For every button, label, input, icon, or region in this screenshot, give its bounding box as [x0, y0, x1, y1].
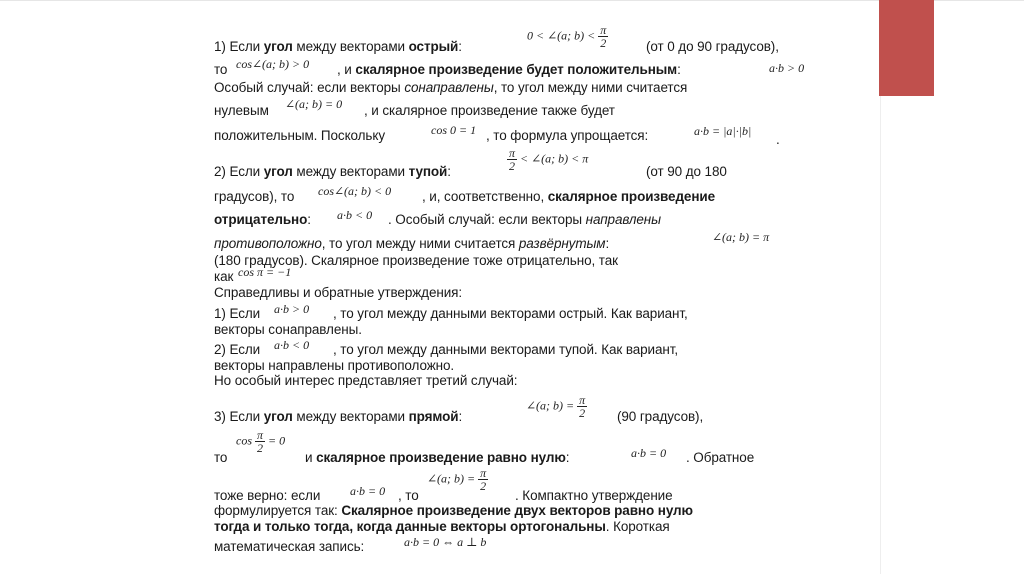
numerator: π: [509, 146, 516, 160]
line-9: [214, 236, 609, 252]
text: между векторами: [292, 39, 409, 54]
text-bold: отрицательно: [214, 212, 308, 227]
formula-text: = 0: [268, 433, 286, 448]
denominator: 2: [480, 479, 487, 493]
numerator: π: [579, 393, 586, 407]
formula-text: ∠(a; b) =: [526, 398, 575, 413]
text-bold: скалярное произведение равно нулю: [316, 450, 566, 465]
numerator: π: [600, 23, 607, 37]
formula-text: ∠(a; b) =: [427, 471, 476, 486]
denominator: 2: [257, 441, 263, 455]
numerator: π: [480, 466, 487, 480]
text-italic: сонаправлены: [404, 80, 494, 95]
line-4-start: нулевым: [214, 103, 269, 118]
text-italic: противоположно: [214, 236, 322, 251]
text-bold: угол: [263, 39, 293, 54]
formula-dot-zero: a·b = 0: [631, 446, 667, 460]
line-20-start: тоже верно: если: [214, 488, 321, 503]
numerator: π: [257, 428, 264, 442]
text: . Короткая: [605, 519, 670, 534]
line-20-tail: . Компактно утверждение: [515, 488, 673, 503]
line-13: , то угол между данными векторами острый. Как вариант,: [333, 306, 688, 321]
line-8: [388, 212, 661, 228]
line-22: [214, 519, 670, 535]
fraction-pi-2: [255, 429, 265, 454]
text-bold: угол: [263, 164, 293, 179]
slide-divider: [880, 96, 881, 574]
line-19-tail: . Обратное: [686, 450, 755, 465]
line-18: [214, 409, 462, 425]
text: между векторами: [292, 409, 409, 424]
formula-text: < ∠(a; b) < π: [520, 151, 589, 166]
formula-text: 0 < ∠(a; b) <: [527, 28, 596, 43]
formula-angle-pi: ∠(a; b) = π: [712, 230, 770, 244]
line-3: [214, 80, 687, 96]
text: :: [447, 164, 451, 179]
text: , то угол между ними считается: [321, 236, 519, 251]
line-6-tail: (от 90 до 180: [646, 164, 727, 179]
line-8-start: [214, 212, 311, 228]
formula-text: cos: [236, 433, 252, 448]
formula-angle-obtuse: [507, 147, 588, 172]
text-bold: тогда и только тогда, когда данные векторы ортогональны: [214, 519, 606, 534]
formula-cos-zero: cos 0 = 1: [431, 123, 477, 137]
line-23-start: математическая запись:: [214, 539, 365, 554]
line-2-start: то: [214, 62, 228, 77]
formula-dot-abs: a·b = |a|·|b|: [694, 124, 752, 138]
line-7-start: градусов), то: [214, 189, 295, 204]
fraction-pi-2: [478, 467, 488, 492]
text: :: [565, 450, 570, 465]
fraction-pi-2: [577, 394, 587, 419]
formula-dot-zero-2: a·b = 0: [350, 484, 386, 498]
fraction-pi-2: [507, 147, 517, 172]
line-5-end: .: [776, 132, 780, 147]
text: :: [307, 212, 311, 227]
denominator: 2: [600, 36, 607, 50]
line-16: векторы направлены противоположно.: [214, 358, 455, 373]
line-2: [337, 62, 681, 78]
formula-dot-negative-2: a·b < 0: [274, 338, 310, 352]
line-18-tail: (90 градусов),: [617, 409, 704, 424]
text: Особый случай: если векторы: [214, 80, 405, 95]
text: , и: [337, 62, 356, 77]
line-21: [214, 503, 693, 519]
text: :: [605, 236, 610, 251]
formula-cos-positive: cos∠(a; b) > 0: [236, 57, 310, 71]
formula-cos-right: [236, 429, 285, 454]
decorative-red-tab: [879, 0, 934, 96]
formula-dot-positive-2: a·b > 0: [274, 302, 310, 316]
formula-angle-zero: ∠(a; b) = 0: [285, 97, 343, 111]
text: 2) Если: [214, 164, 264, 179]
denominator: 2: [579, 406, 586, 420]
text: между векторами: [292, 164, 409, 179]
line-5-start: положительным. Поскольку: [214, 128, 385, 143]
line-19: [305, 450, 569, 466]
line-11-start: как: [214, 269, 234, 284]
text-bold: прямой: [408, 409, 459, 424]
formula-dot-positive: a·b > 0: [769, 61, 805, 75]
text: :: [677, 62, 681, 77]
line-10: (180 градусов). Скалярное произведение тоже отрицательно, так: [214, 253, 618, 268]
formula-dot-negative: a·b < 0: [337, 208, 373, 222]
line-17: Но особый интерес представляет третий случай:: [214, 373, 518, 388]
text: :: [458, 39, 462, 54]
formula-angle-right-2: [427, 467, 488, 492]
formula-cos-negative: cos∠(a; b) < 0: [318, 184, 392, 198]
text: и: [305, 450, 317, 465]
text-italic: развёрнутым: [518, 236, 606, 251]
line-14: векторы сонаправлены.: [214, 322, 362, 337]
formula-angle-right: [526, 394, 587, 419]
line-7: [422, 189, 715, 205]
formula-orthogonal: a·b = 0 ⇔ a ⊥ b: [404, 535, 487, 549]
line-13-start: 1) Если: [214, 306, 261, 321]
line-1-tail: (от 0 до 90 градусов),: [646, 39, 779, 54]
text: 3) Если: [214, 409, 264, 424]
formula-angle-acute: [527, 24, 608, 49]
fraction-pi-2: [598, 24, 608, 49]
formula-cos-pi: cos π = −1: [238, 265, 292, 279]
denominator: 2: [509, 159, 515, 173]
text-bold: острый: [408, 39, 459, 54]
text: , и, соответственно,: [422, 189, 548, 204]
text-bold: тупой: [408, 164, 448, 179]
text-italic: направлены: [585, 212, 661, 227]
text-bold: Скалярное произведение двух векторов равно нулю: [341, 503, 693, 518]
line-15-start: 2) Если: [214, 342, 261, 357]
line-1: [214, 39, 462, 55]
text: , то угол между ними считается: [493, 80, 688, 95]
text: :: [458, 409, 463, 424]
text: формулируется так:: [214, 503, 342, 518]
text-bold: скалярное произведение будет положительным: [355, 62, 678, 77]
line-5: , то формула упрощается:: [486, 128, 649, 143]
line-6: [214, 164, 451, 180]
text-bold: угол: [263, 409, 293, 424]
line-19-start: то: [214, 450, 228, 465]
line-4: , и скалярное произведение также будет: [364, 103, 615, 118]
line-20: , то: [398, 488, 419, 503]
text: 1) Если: [214, 39, 264, 54]
text-bold: скалярное произведение: [547, 189, 716, 204]
line-15: , то угол между данными векторами тупой. Как вариант,: [333, 342, 678, 357]
text: . Особый случай: если векторы: [388, 212, 586, 227]
line-12: Справедливы и обратные утверждения:: [214, 285, 463, 300]
